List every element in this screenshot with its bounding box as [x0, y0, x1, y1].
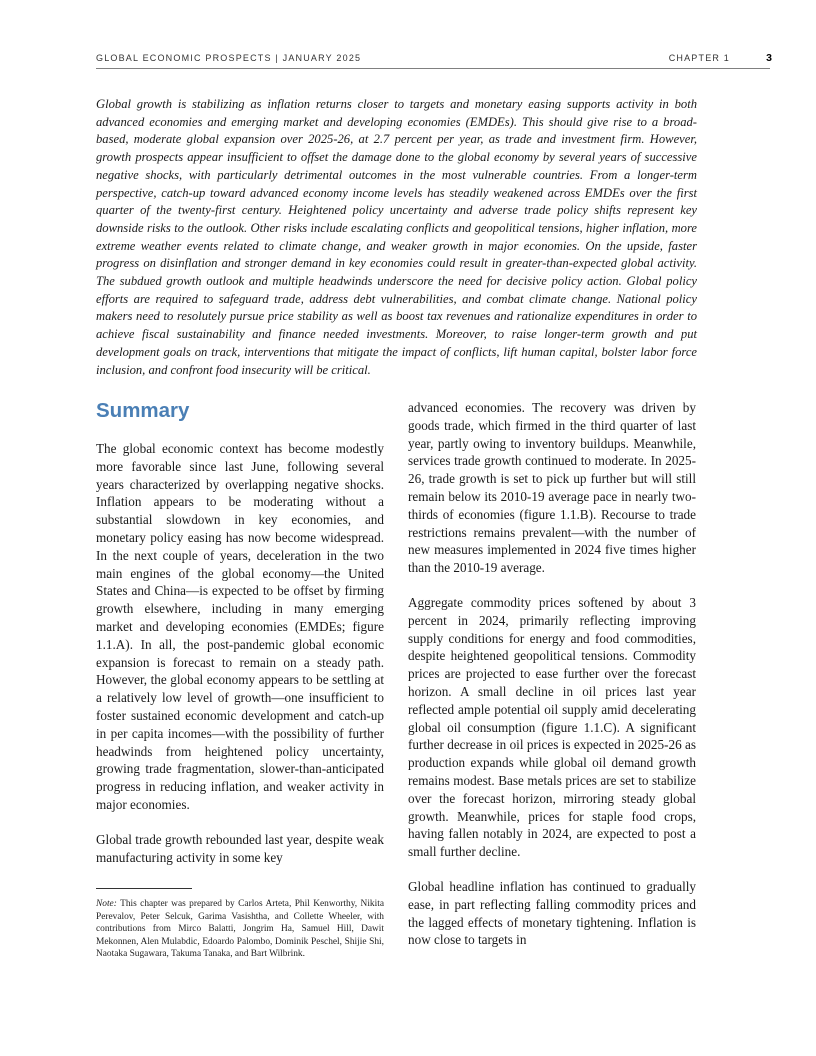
footnote-label: Note:	[96, 899, 117, 909]
section-heading: Summary	[96, 399, 190, 422]
body-paragraph: The global economic context has become modestly more favorable since last June, following several years characterized by overlapping negative shocks. Inflation appears to be moderating without a substantial slowdown in key economies, and monetary policy easing has now become widespread. In the next couple of years, deceleration in the two main engines of the global economy—the United States and China—is expected to be offset by firming growth elsewhere, including in many emerging market and developing economies (EMDEs; figure 1.1.A). In all, the post-pandemic global economic expansion is forecast to remain on a steady path. However, the global economy appears to be settling at a relatively low level of growth—one insufficient to foster sustained economic development and catch-up in per capita incomes—with the possibility of further headwinds from heightened policy uncertainty, growing trade fragmentation, slower-than-anticipated progress in reducing inflation, and weaker activity in major economies.	[96, 441, 384, 812]
footnote-divider	[96, 888, 192, 889]
footnote	[96, 898, 384, 961]
publication-title: GLOBAL ECONOMIC PROSPECTS | JANUARY 2025	[96, 53, 362, 63]
body-paragraph: Global headline inflation has continued to gradually ease, in part reflecting falling commodity prices and the lagged effects of monetary tightening. Inflation is now close to targets in	[408, 878, 696, 948]
right-column	[408, 399, 696, 966]
footnote-text: This chapter was prepared by Carlos Arteta, Phil Kenworthy, Nikita Perevalov, Peter Selcuk, Garima Vasishtha, and Collette Wheeler, with contributions from Mirco Balatti, Jongrim Ha, Samuel Hill, Dawit Mekonnen, Alen Mulabdic, Edoardo Palombo, Dominik Peschel, Shijie Shi, Naotaka Sugawara, Takuma Tanaka, and Bart Wilbrink.	[96, 899, 384, 960]
chapter-abstract: Global growth is stabilizing as inflation returns closer to targets and monetary easing supports activity in both advanced economies and emerging market and developing economies (EMDEs). This should give rise to a broad-based, moderate global expansion over 2025-26, at 2.7 percent per year, as trade and investment firm. However, growth prospects appear insufficient to offset the damage done to the global economy by several years of successive negative shocks, with particularly detrimental outcomes in the most vulnerable countries. From a longer-term perspective, catch-up toward advanced economy income levels has steadily weakened across EMDEs over the first quarter of the twenty-first century. Heightened policy uncertainty and adverse trade policy shifts represent key downside risks to the outlook. Other risks include escalating conflicts and geopolitical tensions, higher inflation, more extreme weather events related to climate change, and weaker growth in major economies. On the upside, faster progress on disinflation and stronger demand in key economies could result in greater-than-expected global activity. The subdued growth outlook and multiple headwinds underscore the need for decisive policy action. Global policy efforts are required to safeguard trade, address debt vulnerabilities, and combat climate change. National policy makers need to resolutely pursue price stability as well as boost tax revenues and rationalize expenditures in order to achieve fiscal sustainability and finance needed investments. Moreover, to raise longer-term growth and put development goals on track, interventions that mitigate the impact of conflicts, lift human capital, bolster labor force inclusion, and confront food insecurity will be critical.	[96, 97, 697, 377]
page-number: 3	[766, 52, 772, 64]
running-header	[96, 52, 770, 69]
body-paragraph: advanced economies. The recovery was driven by goods trade, which firmed in the third quarter of last year, partly owing to inventory buildups. Meanwhile, services trade growth continued to moderate. In 2025-26, trade growth is set to pick up further but will still remain below its 2010-19 average pace in nearly two-thirds of economies (figure 1.1.B). Recourse to trade restrictions remains prevalent—with the number of new measures implemented in 2024 five times higher than the 2010-19 average.	[408, 400, 696, 576]
body-paragraph: Global trade growth rebounded last year, despite weak manufacturing activity in some key	[96, 831, 384, 865]
body-paragraph: Aggregate commodity prices softened by about 3 percent in 2024, primarily reflecting improving supply conditions for energy and food commodities, despite heightened geopolitical tensions. Commodity prices are projected to ease further over the forecast horizon. A small decline in oil prices last year reflected ample potential oil supply amid decelerating global oil consumption (figure 1.1.C). A significant further decrease in oil prices is expected in 2025-26 as production expands while global oil demand growth remains modest. Base metals prices are set to stabilize over the forecast horizon, mirroring steady global growth. Meanwhile, prices for staple food crops, having fallen notably in 2024, are expected to post a small further decline.	[408, 594, 696, 860]
chapter-label: CHAPTER 1	[668, 53, 730, 63]
left-column	[96, 398, 384, 883]
